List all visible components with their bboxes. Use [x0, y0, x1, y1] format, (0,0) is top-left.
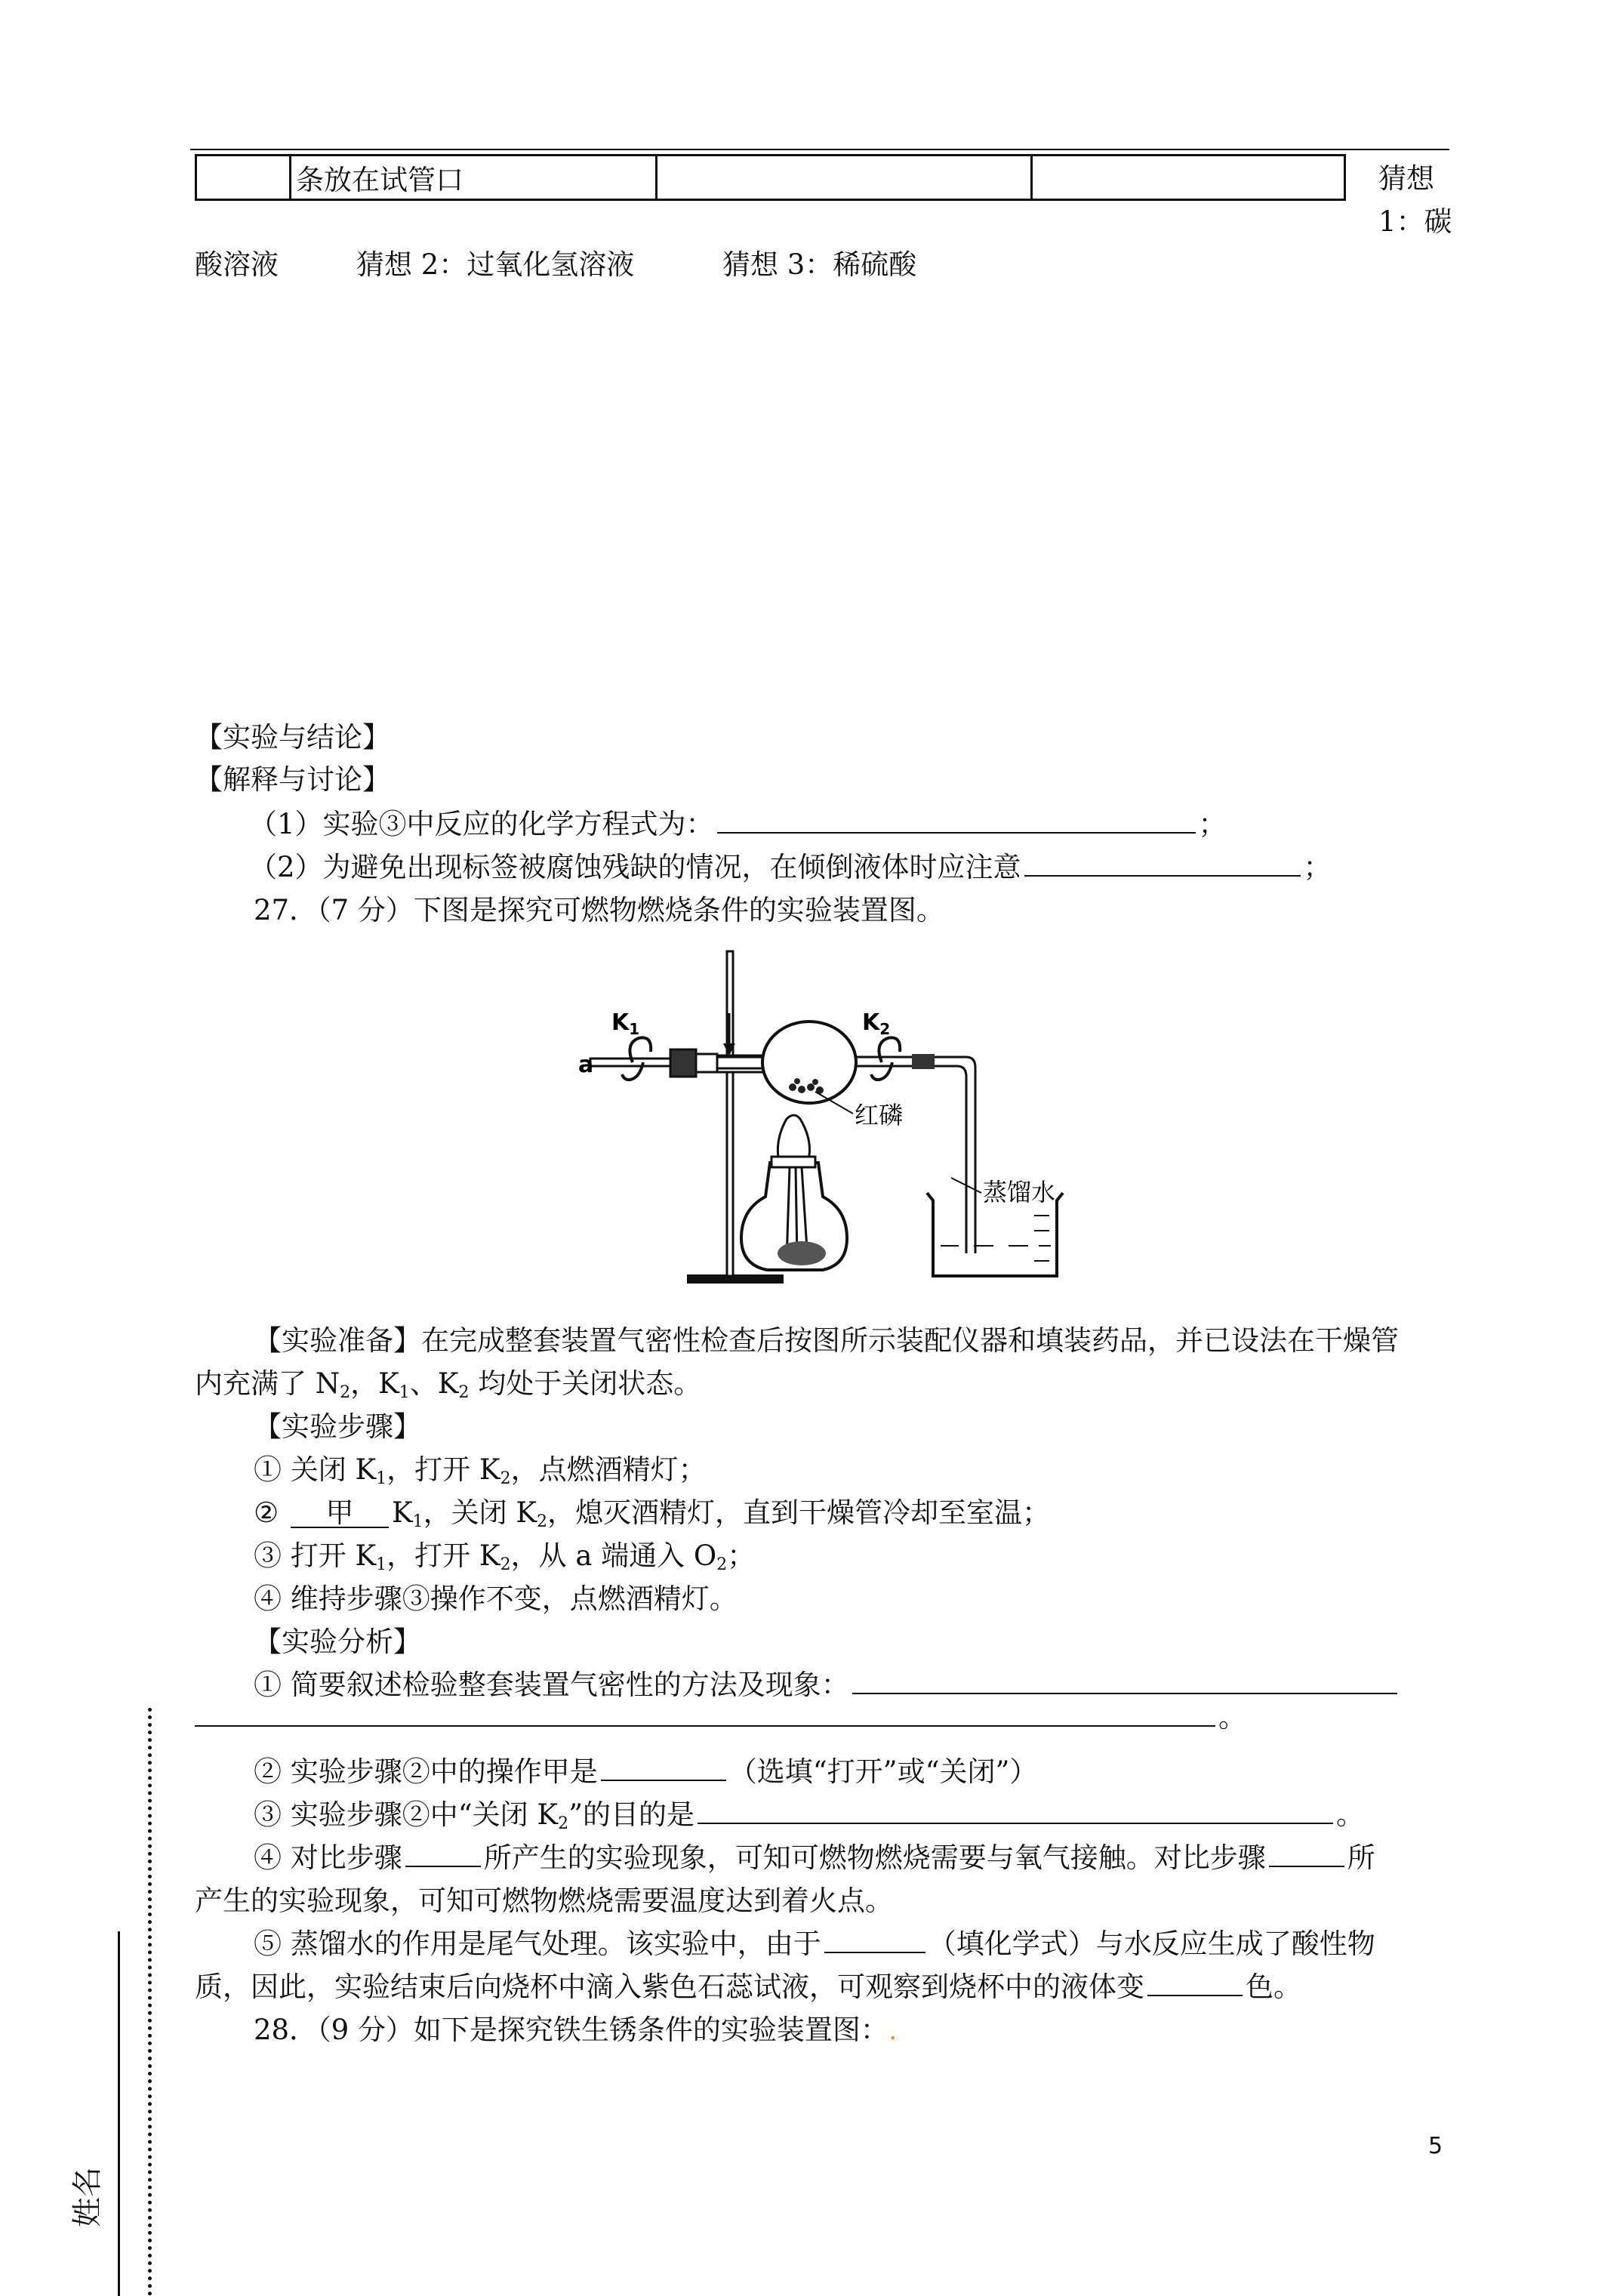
analysis-text: 。 — [1218, 1701, 1246, 1734]
discussion-q2 — [249, 853, 1332, 881]
analysis-text: 。 — [1336, 1798, 1365, 1831]
analysis-5-line-2 — [195, 1973, 1301, 2001]
analysis-text: ⑤ 蒸馏水的作用是尾气处理。该实验中，由于 — [254, 1928, 821, 1960]
discussion-q2-suffix: ； — [1303, 851, 1332, 883]
table-cell — [1032, 156, 1345, 200]
stopper-inner — [696, 1054, 717, 1072]
answer-blank[interactable] — [1147, 1993, 1243, 1996]
step-text: ，打开 K — [387, 1539, 500, 1572]
step-text: ，从 a 端通入 O — [510, 1539, 717, 1572]
prep-text: 均处于关闭状态。 — [469, 1367, 702, 1400]
label-distilled-water: 蒸馏水 — [983, 1178, 1056, 1207]
section-discussion: 【解释与讨论】 — [195, 763, 390, 796]
analysis-1-continued — [195, 1701, 1246, 1734]
analysis-text: ④ 对比步骤 — [254, 1841, 402, 1874]
step-text: ③ 打开 K — [254, 1539, 377, 1572]
analysis-text: 所产生的实验现象，可知可燃物燃烧需要与氧气接触。对比步骤 — [483, 1841, 1266, 1874]
prep-line-2 — [195, 1367, 702, 1402]
step-text: ，熄灭酒精灯，直到干燥管冷却至室温； — [547, 1496, 1050, 1529]
answer-blank[interactable] — [852, 1691, 1397, 1694]
subscript: 2 — [716, 1555, 728, 1574]
analysis-3 — [254, 1798, 1365, 1833]
analysis-4-line-1 — [254, 1841, 1375, 1874]
prep-text: 内充满了 N — [195, 1367, 340, 1400]
table-cell — [196, 156, 291, 200]
subscript: 2 — [340, 1383, 351, 1402]
analysis-2 — [254, 1755, 1038, 1788]
analysis-text: 所 — [1347, 1841, 1375, 1874]
table-cell — [657, 156, 1032, 200]
discussion-q2-prompt: （2）为避免出现标签被腐蚀残缺的情况，在倾倒液体时应注意 — [249, 851, 1021, 883]
step-text: ② — [254, 1496, 279, 1529]
name-label: 姓名 — [70, 2167, 105, 2227]
steps-title: 【实验步骤】 — [254, 1410, 421, 1443]
label-k1: $K_1$ — [611, 1009, 640, 1038]
step-3 — [254, 1539, 756, 1574]
rubber-stopper — [670, 1049, 696, 1077]
answer-blank[interactable] — [717, 831, 1196, 834]
page-number: 5 — [1428, 2133, 1443, 2159]
guess-word: 猜想 — [1378, 162, 1434, 195]
outlet-tube-bend — [957, 1066, 966, 1253]
question-28-text: 28．（9 分）如下是探究铁生锈条件的实验装置图： — [254, 2014, 888, 2046]
answer-blank[interactable] — [1024, 874, 1301, 877]
analysis-text: ② 实验步骤②中的操作甲是 — [254, 1755, 598, 1788]
analysis-text: ③ 实验步骤②中“关闭 K — [254, 1798, 559, 1831]
section-experiment-conclusion: 【实验与结论】 — [195, 721, 390, 754]
answer-blank[interactable] — [195, 1724, 1215, 1727]
step-2 — [254, 1496, 1050, 1531]
outlet-connector — [912, 1054, 935, 1069]
step-text: ，点燃酒精灯； — [510, 1453, 707, 1486]
answer-blank[interactable] — [601, 1778, 726, 1781]
analysis-text: ① 简要叙述检验整套装置气密性的方法及现象： — [254, 1669, 849, 1701]
analysis-text: 质，因此，实验结束后向烧杯中滴入紫色石蕊试液，可观察到烧杯中的液体变 — [195, 1971, 1144, 2003]
prep-text: 、K — [409, 1367, 459, 1400]
combustion-apparatus-figure — [574, 944, 1087, 1291]
answer-blank-filled: 甲 — [291, 1499, 389, 1528]
discussion-q1-suffix: ； — [1198, 808, 1227, 840]
analysis-4-line-2: 产生的实验现象，可知可燃物燃烧需要温度达到着火点。 — [195, 1885, 893, 1917]
subscript: 1 — [412, 1512, 423, 1531]
guess-3-text: 猜想 3：稀硫酸 — [722, 248, 917, 281]
discussion-q1 — [249, 810, 1227, 838]
name-field-line — [118, 1931, 120, 2296]
top-rule — [190, 149, 1449, 150]
stray-dot: . — [888, 2014, 898, 2046]
lamp-neck — [771, 1157, 815, 1167]
label-k2: $K_2$ — [862, 1009, 891, 1038]
answer-blank[interactable] — [405, 1864, 481, 1867]
analysis-1 — [254, 1671, 1400, 1699]
answer-table — [195, 154, 1346, 201]
discussion-q1-prompt: （1）实验③中反应的化学方程式为： — [249, 808, 714, 840]
analysis-title: 【实验分析】 — [254, 1626, 421, 1658]
subscript: 2 — [537, 1512, 547, 1531]
guess-1-label: 1：碳 — [1378, 205, 1452, 238]
stand-base — [687, 1274, 784, 1284]
subscript: 2 — [500, 1555, 511, 1574]
beaker-graduations — [1034, 1216, 1049, 1261]
prep-text: ，K — [350, 1367, 399, 1400]
analysis-5-line-1 — [254, 1930, 1375, 1958]
lamp-wick-bottom — [778, 1241, 826, 1265]
label-a: a — [578, 1052, 594, 1078]
answer-blank[interactable] — [824, 1950, 925, 1953]
step-text: K — [391, 1496, 413, 1529]
step-text: ，打开 K — [387, 1453, 500, 1486]
subscript: 1 — [399, 1383, 410, 1402]
table-cell: 条放在试管口 — [291, 156, 657, 200]
answer-blank[interactable] — [698, 1821, 1333, 1824]
subscript: 1 — [376, 1469, 387, 1488]
analysis-text: ”的目的是 — [568, 1798, 695, 1831]
drying-tube-bulb — [762, 1022, 856, 1103]
step-1 — [254, 1453, 707, 1488]
guess-2-text: 猜想 2：过氧化氢溶液 — [356, 248, 635, 281]
subscript: 2 — [500, 1469, 511, 1488]
question-28-heading — [254, 2016, 898, 2044]
guess-1-text: 酸溶液 — [195, 248, 279, 281]
subscript: 2 — [458, 1383, 470, 1402]
question-27-heading: 27．（7 分）下图是探究可燃物燃烧条件的实验装置图。 — [254, 894, 944, 926]
analysis-text: 色。 — [1246, 1971, 1301, 2003]
table-row — [196, 156, 1345, 200]
step-text: ① 关闭 K — [254, 1453, 377, 1486]
label-red-phosphorus: 红磷 — [855, 1101, 904, 1130]
outlet-tube-bend — [966, 1057, 975, 1253]
step-text: ； — [727, 1539, 756, 1572]
step-text: ，关闭 K — [423, 1496, 537, 1529]
subscript: 2 — [558, 1814, 569, 1833]
analysis-text: （填化学式）与水反应生成了酸性物 — [928, 1928, 1375, 1960]
binding-dotted-line — [148, 1708, 152, 2296]
step-4: ④ 维持步骤③操作不变，点燃酒精灯。 — [254, 1583, 738, 1615]
prep-line-1: 【实验准备】在完成整套装置气密性检查后按图所示装配仪器和填装药品，并已设法在干燥管 — [254, 1324, 1399, 1357]
answer-blank[interactable] — [1269, 1864, 1344, 1867]
subscript: 1 — [376, 1555, 387, 1574]
pinch-clamp-k2 — [871, 1037, 900, 1080]
stand-rod — [727, 951, 733, 1276]
analysis-text: （选填“打开”或“关闭”） — [728, 1755, 1038, 1788]
